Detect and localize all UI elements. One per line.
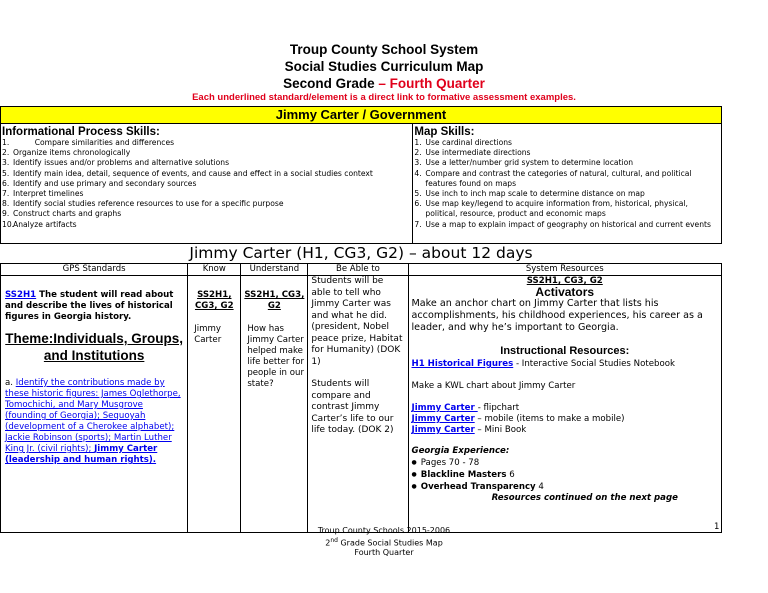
know-code[interactable]: SS2H1, CG3, G2 xyxy=(194,290,234,311)
quarter-label: – Fourth Quarter xyxy=(374,76,485,91)
able-text-1: Students will be able to tell who Jimmy Carter was and what he did. (president, Nobel peace prize, Habitat for Humanity) (DOK 1) xyxy=(311,276,403,367)
footer-grade-suffix: nd xyxy=(330,537,338,544)
col-understand: Understand xyxy=(241,264,308,276)
element-a-jimmy-carter-link[interactable]: Jimmy Carter (leadership and human rights). xyxy=(5,444,158,465)
info-skill-item-number: 1. xyxy=(2,138,10,147)
able-cell xyxy=(308,276,408,533)
instructional-heading: Instructional Resources: xyxy=(500,345,630,357)
col-able: Be Able to xyxy=(308,264,408,276)
unit-title: Jimmy Carter / Government xyxy=(1,107,722,124)
able-text-2: Students will compare and contrast Jimmy Carter’s life to our life today. (DOK 2) xyxy=(311,379,394,435)
grade-label: Second Grade xyxy=(283,76,375,91)
col-know: Know xyxy=(188,264,241,276)
know-text: Jimmy Carter xyxy=(194,324,222,345)
map-skill-item xyxy=(413,169,721,189)
info-skill-item-text: Interpret timelines xyxy=(13,189,84,199)
map-skill-item-text: Use intermediate directions xyxy=(425,148,531,158)
gps-standard xyxy=(5,290,183,323)
resources-code[interactable]: SS2H1, CG3, G2 xyxy=(526,276,603,286)
info-skill-item-text: Identify main idea, detail, sequence of events, and cause and effect in a social studies context xyxy=(13,168,373,178)
ga-item-text: 6 xyxy=(506,470,515,480)
info-skill-item-number: 7. xyxy=(2,189,10,199)
info-skills-cell xyxy=(1,124,413,244)
info-skill-item xyxy=(1,189,412,199)
understand-cell xyxy=(241,276,308,533)
grade-quarter-title xyxy=(0,76,768,91)
resource-link-row xyxy=(412,403,718,414)
footer-grade-text: Grade Social Studies Map xyxy=(337,538,443,548)
map-skill-item-number: 1. xyxy=(414,138,422,147)
col-resources: System Resources xyxy=(408,264,721,276)
ga-item xyxy=(412,469,718,481)
footer-line-2 xyxy=(0,537,768,548)
resources-cell xyxy=(408,276,721,533)
activator-text: Make an anchor chart on Jimmy Carter that lists his accomplishments, his childhood experiences, his career as a leader, and why he’s important to Georgia. xyxy=(411,298,703,333)
info-skill-item-text: Identify issues and/or problems and alternative solutions xyxy=(13,158,230,168)
info-skill-item xyxy=(1,169,412,179)
map-skill-item xyxy=(413,138,721,148)
map-skill-item-number: 7. xyxy=(414,219,422,229)
footer-grade-number: 2 xyxy=(325,538,331,548)
ga-item-text: Pages 70 - 78 xyxy=(420,458,480,468)
element-a-link[interactable]: Identify the contributions made by these historic figures: James Oglethorpe, Tomochichi, and Mary Musgrove (founding of Georgia); Sequoyah (development of a Cherokee alphabet); Jackie Robinson (sports); Martin Luther King Jr. (civil rights); xyxy=(5,378,181,454)
map-skill-item-number: 5. xyxy=(414,189,422,199)
info-skills-list xyxy=(1,138,412,230)
map-skill-item xyxy=(413,189,721,199)
ga-list xyxy=(412,457,718,493)
jimmy-carter-resource-link[interactable]: Jimmy Carter xyxy=(411,425,475,435)
map-skill-item xyxy=(413,158,721,168)
know-cell xyxy=(188,276,241,533)
info-skill-item xyxy=(1,199,412,209)
info-skill-item xyxy=(1,148,412,158)
resource-link-row xyxy=(412,425,718,436)
ga-item xyxy=(412,481,718,493)
info-skill-item-text: Compare similarities and differences xyxy=(13,138,175,147)
link-note: Each underlined standard/element is a direct link to formative assessment examples. xyxy=(192,92,576,103)
info-skill-item-text: Analyze artifacts xyxy=(13,219,77,229)
jimmy-carter-resource-link[interactable]: Jimmy Carter xyxy=(411,403,478,413)
map-skill-item-text: Compare and contrast the categories of natural, cultural, and political features found on maps xyxy=(425,168,694,188)
page-number: 1 xyxy=(714,522,720,532)
map-skill-item-number: 2. xyxy=(414,148,422,158)
info-skill-item-number: 6. xyxy=(2,178,10,188)
map-skills-cell xyxy=(413,124,722,244)
map-skill-item-number: 4. xyxy=(414,168,422,178)
gps-element-a xyxy=(5,378,183,466)
gps-code-link[interactable]: SS2H1 xyxy=(5,290,37,300)
resource-link-desc: - flipchart xyxy=(477,403,520,413)
district-title: Troup County School System xyxy=(289,42,479,57)
info-skill-item xyxy=(1,158,412,168)
kwl-text: Make a KWL chart about Jimmy Carter xyxy=(411,381,576,391)
info-skill-item-number: 2. xyxy=(2,148,10,158)
map-skills-heading: Map Skills: xyxy=(414,126,475,138)
resource-links xyxy=(412,403,718,436)
footer-line-3: Fourth Quarter xyxy=(354,548,414,557)
ga-item-label: Overhead Transparency xyxy=(420,482,536,492)
understand-code[interactable]: SS2H1, CG3, G2 xyxy=(244,290,305,311)
info-skill-item xyxy=(1,209,412,219)
section-title: Jimmy Carter (H1, CG3, G2) – about 12 days xyxy=(189,244,533,262)
continued-note: Resources continued on the next page xyxy=(491,493,678,503)
ga-item xyxy=(412,457,718,469)
map-title: Social Studies Curriculum Map xyxy=(284,59,484,74)
element-a-prefix: a. xyxy=(5,378,16,388)
map-skills-list xyxy=(413,138,721,230)
resource-link-desc: – mobile (items to make a mobile) xyxy=(474,414,625,424)
info-skill-item-number: 9. xyxy=(2,209,10,219)
map-skill-item xyxy=(413,220,721,230)
jimmy-carter-resource-link[interactable]: Jimmy Carter xyxy=(411,414,475,424)
map-skill-item-text: Use a map to explain impact of geography on historical and current events xyxy=(425,219,711,229)
map-skill-item-number: 6. xyxy=(414,199,422,209)
map-skill-item-text: Use map key/legend to acquire information from, historical, physical, political, resource, product and economic maps xyxy=(425,199,691,219)
info-skill-item-text: Identify and use primary and secondary sources xyxy=(13,178,197,188)
map-skill-item xyxy=(413,199,721,219)
info-skill-item-number: 5. xyxy=(2,168,10,178)
h1-resource-text: - Interactive Social Studies Notebook xyxy=(513,359,675,369)
info-skill-item-text: Identify social studies reference resources to use for a specific purpose xyxy=(13,199,284,209)
ga-item-label: Blackline Masters xyxy=(420,470,507,480)
gps-standard-text: The student will read about and describe the lives of historical figures in Georgia history. xyxy=(5,290,174,322)
info-skill-item xyxy=(1,138,412,148)
activators-heading: Activators xyxy=(535,285,595,299)
info-skills-heading: Informational Process Skills: xyxy=(2,126,160,138)
info-skill-item-number: 3. xyxy=(2,158,10,168)
gps-theme: Theme:Individuals, Groups, and Institutions xyxy=(5,331,184,363)
map-skill-item xyxy=(413,148,721,158)
info-skill-item-number: 8. xyxy=(2,199,10,209)
h1-resource xyxy=(412,359,718,370)
info-skill-item xyxy=(1,179,412,189)
map-skill-item-text: Use inch to inch map scale to determine distance on map xyxy=(425,189,645,199)
info-skill-item-number: 10. xyxy=(2,219,15,229)
curriculum-table xyxy=(0,263,722,533)
col-gps: GPS Standards xyxy=(1,264,188,276)
ga-heading: Georgia Experience: xyxy=(411,446,510,456)
skills-table xyxy=(0,106,722,244)
h1-historical-figures-link[interactable]: H1 Historical Figures xyxy=(411,359,514,369)
info-skill-item-text: Organize items chronologically xyxy=(13,148,131,158)
footer-line-1: Troup County Schools 2015-2006 xyxy=(317,526,451,535)
resource-link-desc: – Mini Book xyxy=(474,425,527,435)
info-skill-item xyxy=(1,220,412,230)
understand-text: How has Jimmy Carter helped make life better for people in our state? xyxy=(247,324,304,389)
info-skill-item-text: Construct charts and graphs xyxy=(13,209,122,219)
gps-cell xyxy=(1,276,188,533)
map-skill-item-text: Use a letter/number grid system to determine location xyxy=(425,158,634,168)
ga-item-text: 4 xyxy=(535,482,544,492)
map-skill-item-number: 3. xyxy=(414,158,422,168)
resource-link-row xyxy=(412,414,718,425)
map-skill-item-text: Use cardinal directions xyxy=(425,138,512,147)
